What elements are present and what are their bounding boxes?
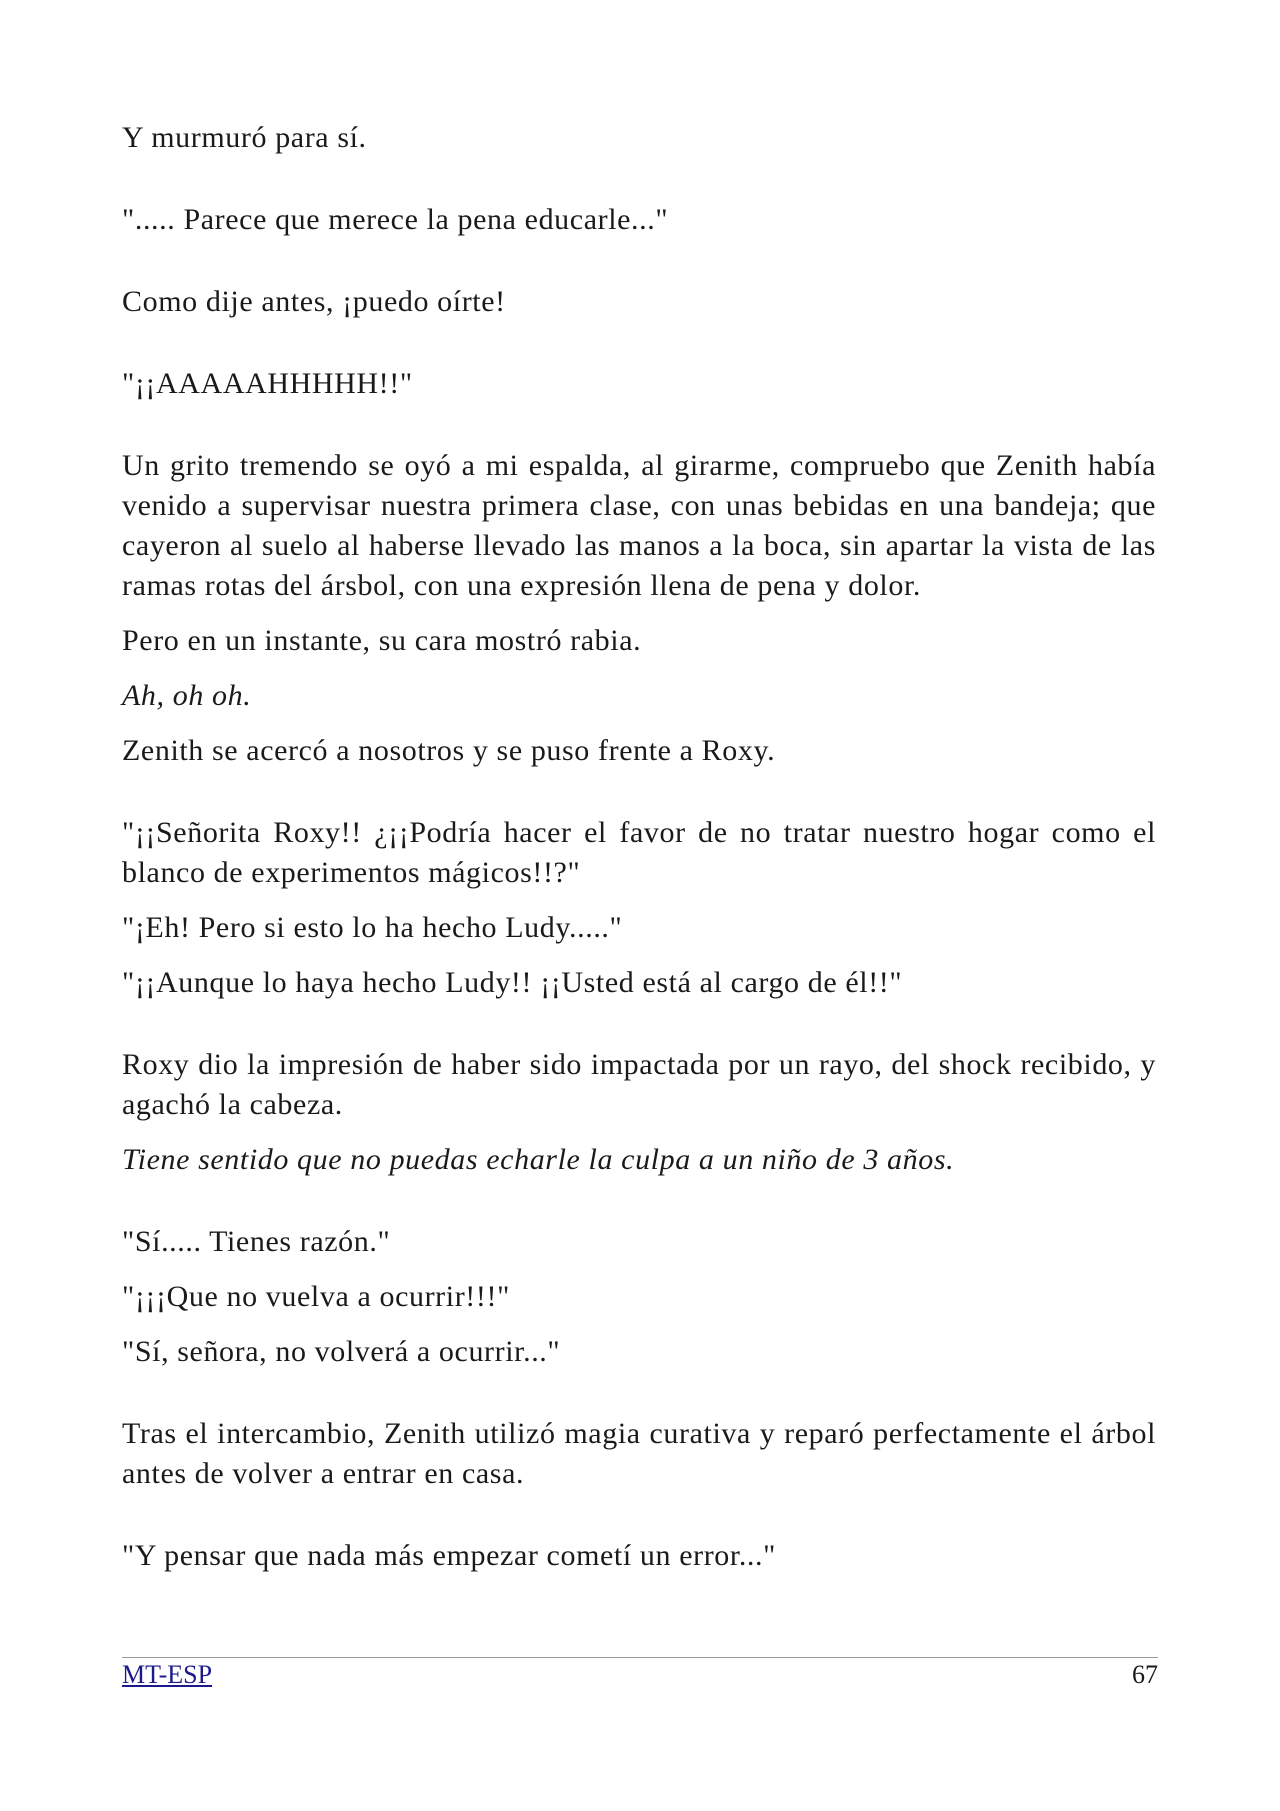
paragraph-14: "Sí..... Tienes razón.": [122, 1225, 391, 1258]
footer-divider: [122, 1657, 1158, 1658]
paragraph-10: "¡Eh! Pero si esto lo ha hecho Ludy.....": [122, 911, 623, 944]
paragraph-5: Un grito tremendo se oyó a mi espalda, al girarme, compruebo que Zenith había venido a supervisar nuestra primera clase, con unas bebidas en una bandeja; que cayeron al suelo al haberse llevado las manos a la boca, sin apartar la vista de las ramas rotas del ársbol, con una expresión llena de pena y dolor.: [122, 449, 1156, 602]
paragraph-3: Como dije antes, ¡puedo oírte!: [122, 285, 506, 318]
page-body: [122, 118, 1156, 1576]
paragraph-15: "¡¡¡Que no vuelva a ocurrir!!!": [122, 1280, 510, 1313]
paragraph-1: Y murmuró para sí.: [122, 121, 367, 154]
paragraph-6: Pero en un instante, su cara mostró rabia.: [122, 624, 642, 657]
paragraph-7-italic: Ah, oh oh.: [122, 679, 252, 712]
page-number: 67: [1132, 1660, 1158, 1689]
paragraph-16: "Sí, señora, no volverá a ocurrir...": [122, 1335, 561, 1368]
paragraph-18: "Y pensar que nada más empezar cometí un error...": [122, 1539, 776, 1572]
paragraph-11: "¡¡Aunque lo haya hecho Ludy!! ¡¡Usted está al cargo de él!!": [122, 966, 903, 999]
paragraph-13-italic: Tiene sentido que no puedas echarle la culpa a un niño de 3 años.: [122, 1143, 955, 1176]
paragraph-2: "..... Parece que merece la pena educarle...": [122, 203, 669, 236]
paragraph-4: "¡¡AAAAAHHHHH!!": [122, 367, 413, 400]
paragraph-8: Zenith se acercó a nosotros y se puso frente a Roxy.: [122, 734, 776, 767]
paragraph-12: Roxy dio la impresión de haber sido impactada por un rayo, del shock recibido, y agachó la cabeza.: [122, 1048, 1156, 1121]
paragraph-9: "¡¡Señorita Roxy!! ¿¡¡Podría hacer el favor de no tratar nuestro hogar como el blanco de experimentos mágicos!!?": [122, 816, 1156, 889]
paragraph-17: Tras el intercambio, Zenith utilizó magia curativa y reparó perfectamente el árbol antes de volver a entrar en casa.: [122, 1417, 1156, 1490]
footer-source-link[interactable]: MT-ESP: [122, 1660, 213, 1689]
